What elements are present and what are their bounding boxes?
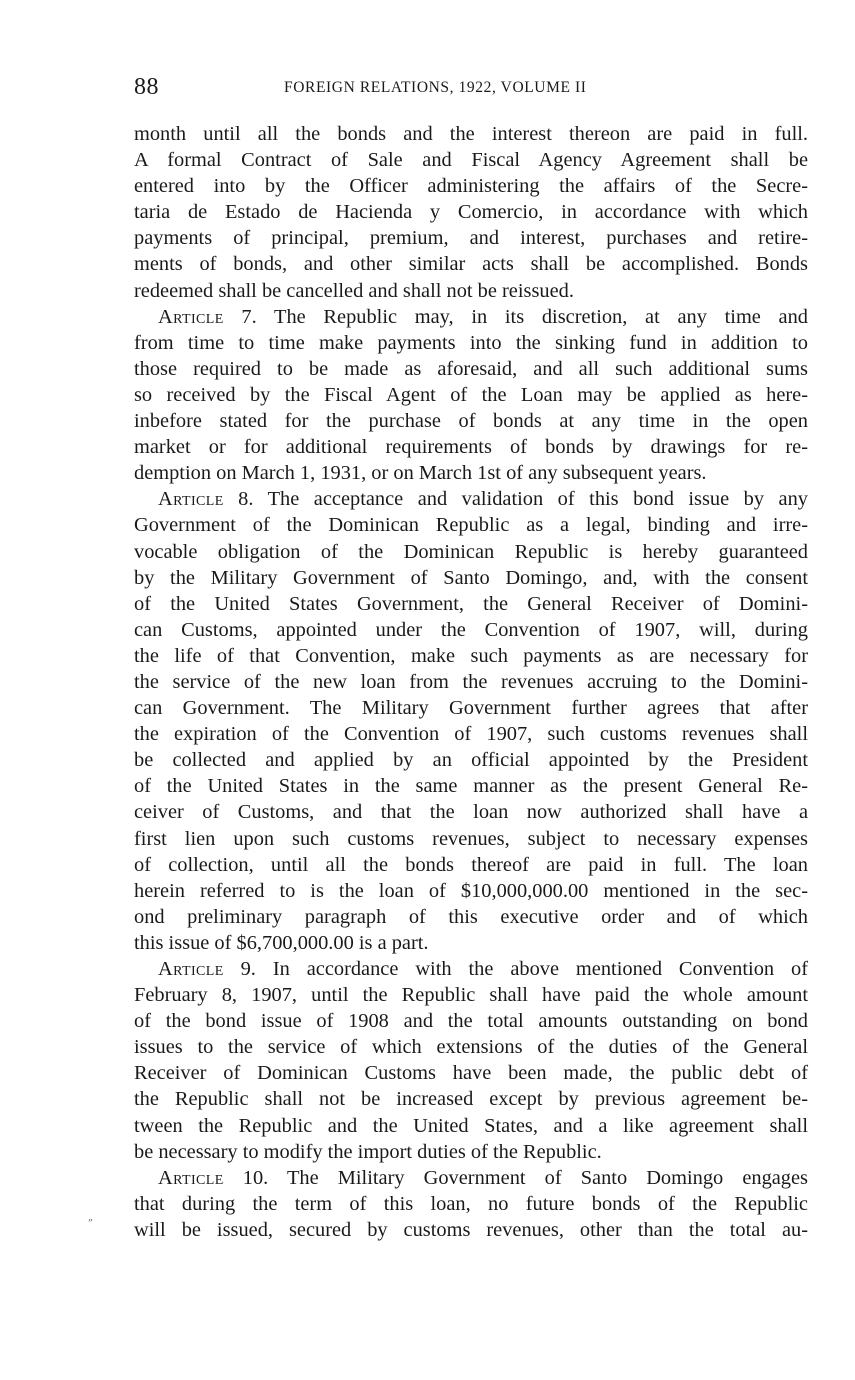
text-line xyxy=(134,434,808,460)
text-line xyxy=(134,695,808,721)
line-text: market or for additional requirements of bonds by drawings for re- xyxy=(134,436,808,459)
line-text: demption on March 1, 1931, or on March 1st of any subsequent years. xyxy=(134,462,707,485)
line-text: the Republic shall not be increased except by previous agreement be- xyxy=(134,1088,808,1111)
line-text: 7. The Republic may, in its discretion, at any time and xyxy=(223,305,808,328)
margin-mark: „ xyxy=(88,1212,94,1223)
line-text: that during the term of this loan, no future bonds of the Republic xyxy=(134,1192,808,1215)
line-text: entered into by the Officer administering the affairs of the Secre- xyxy=(134,175,808,198)
page-number: 88 xyxy=(134,74,159,100)
text-line xyxy=(134,773,808,799)
line-text: first lien upon such customs revenues, subject to necessary expenses xyxy=(134,827,808,850)
text-line xyxy=(134,643,808,669)
text-line xyxy=(134,799,808,825)
text-line xyxy=(134,304,808,330)
line-text: A formal Contract of Sale and Fiscal Agency Agreement shall be xyxy=(134,149,808,172)
text-line xyxy=(134,565,808,591)
article-label: Article xyxy=(158,958,224,980)
line-text: will be issued, secured by customs revenues, other than the total au- xyxy=(134,1218,808,1241)
line-text: of collection, until all the bonds thereof are paid in full. The loan xyxy=(134,853,808,876)
line-text: ceiver of Customs, and that the loan now authorized shall have a xyxy=(134,801,808,824)
page-header xyxy=(134,74,808,104)
text-line xyxy=(134,1060,808,1086)
line-text: taria de Estado de Hacienda y Comercio, in accordance with which xyxy=(134,201,808,224)
text-line xyxy=(134,251,808,277)
text-line xyxy=(134,1113,808,1139)
line-text: be collected and applied by an official appointed by the President xyxy=(134,749,808,772)
text-line xyxy=(134,982,808,1008)
text-line xyxy=(134,278,808,304)
text-line xyxy=(134,1086,808,1112)
line-text: this issue of $6,700,000.00 is a part. xyxy=(134,931,429,954)
text-line xyxy=(134,721,808,747)
text-line xyxy=(134,852,808,878)
text-line xyxy=(134,330,808,356)
article-label: Article xyxy=(158,305,224,328)
line-text: herein referred to is the loan of $10,000,000.00 mentioned in the sec- xyxy=(134,879,808,902)
text-line xyxy=(134,512,808,538)
line-text: ments of bonds, and other similar acts shall be accomplished. Bonds xyxy=(134,253,808,276)
line-text: so received by the Fiscal Agent of the Loan may be applied as here- xyxy=(134,383,808,406)
text-line xyxy=(134,747,808,773)
text-line xyxy=(134,617,808,643)
line-text: 9. In accordance with the above mentioned Convention of xyxy=(223,958,808,980)
text-line xyxy=(134,173,808,199)
text-line xyxy=(134,539,808,565)
text-line xyxy=(134,486,808,512)
line-text: those required to be made as aforesaid, and all such additional sums xyxy=(134,357,808,380)
line-text: of the United States Government, the General Receiver of Domini- xyxy=(134,592,808,615)
line-text: be necessary to modify the import duties of the Republic. xyxy=(134,1140,602,1163)
text-line xyxy=(134,1139,808,1165)
line-text: issues to the service of which extensions of the duties of the General xyxy=(134,1036,808,1059)
article-label: Article xyxy=(158,488,224,511)
text-line xyxy=(134,121,808,147)
text-line xyxy=(134,1165,808,1191)
text-line xyxy=(134,826,808,852)
text-line xyxy=(134,382,808,408)
text-line xyxy=(134,956,808,982)
body-text xyxy=(134,121,808,1243)
text-line xyxy=(134,460,808,486)
text-line xyxy=(134,669,808,695)
line-text: of the United States in the same manner as the present General Re- xyxy=(134,775,808,798)
article-label: Article xyxy=(158,1166,224,1189)
line-text: 8. The acceptance and validation of this bond issue by any xyxy=(223,488,808,511)
line-text: by the Military Government of Santo Domingo, and, with the consent xyxy=(134,566,808,589)
line-text: Government of the Dominican Republic as a legal, binding and irre- xyxy=(134,514,808,537)
line-text: from time to time make payments into the sinking fund in addition to xyxy=(134,331,808,354)
line-text: February 8, 1907, until the Republic shall have paid the whole amount xyxy=(134,984,808,1007)
line-text: the service of the new loan from the revenues accruing to the Domini- xyxy=(134,670,808,693)
text-line xyxy=(134,1008,808,1034)
line-text: redeemed shall be cancelled and shall not be reissued. xyxy=(134,279,574,302)
text-line xyxy=(134,930,808,956)
line-text: the expiration of the Convention of 1907, such customs revenues shall xyxy=(134,723,808,746)
line-text: inbefore stated for the purchase of bonds at any time in the open xyxy=(134,410,808,433)
line-text: of the bond issue of 1908 and the total amounts outstanding on bond xyxy=(134,1010,808,1033)
text-line xyxy=(134,147,808,173)
text-line xyxy=(134,225,808,251)
line-text: 10. The Military Government of Santo Domingo engages xyxy=(223,1166,808,1189)
text-line xyxy=(134,356,808,382)
text-line xyxy=(134,408,808,434)
text-line xyxy=(134,1191,808,1217)
line-text: vocable obligation of the Dominican Republic is hereby guaranteed xyxy=(134,540,808,563)
text-line xyxy=(134,591,808,617)
line-text: the life of that Convention, make such payments as are necessary for xyxy=(134,644,808,667)
running-head: FOREIGN RELATIONS, 1922, VOLUME II xyxy=(284,79,587,96)
text-line xyxy=(134,1034,808,1060)
line-text: month until all the bonds and the interest thereon are paid in full. xyxy=(134,123,808,145)
text-line xyxy=(134,1217,808,1243)
line-text: ond preliminary paragraph of this executive order and of which xyxy=(134,905,808,928)
text-line xyxy=(134,878,808,904)
text-line xyxy=(134,904,808,930)
line-text: can Government. The Military Government further agrees that after xyxy=(134,697,808,720)
text-line xyxy=(134,199,808,225)
line-text: payments of principal, premium, and interest, purchases and retire- xyxy=(134,227,808,250)
line-text: Receiver of Dominican Customs have been made, the public debt of xyxy=(134,1062,808,1085)
line-text: can Customs, appointed under the Convention of 1907, will, during xyxy=(134,618,808,641)
line-text: tween the Republic and the United States, and a like agreement shall xyxy=(134,1114,808,1137)
